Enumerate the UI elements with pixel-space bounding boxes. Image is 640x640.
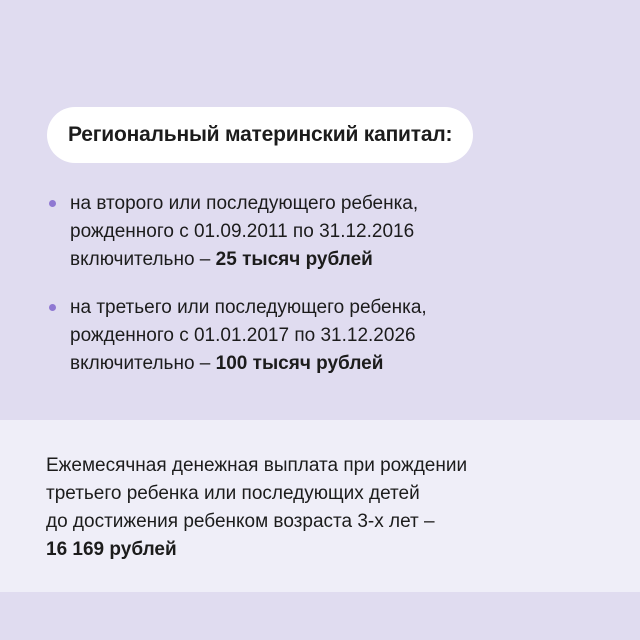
list-item-third-child (48, 294, 608, 378)
bullet-line-2: рожденного с 01.09.2011 по 31.12.2016 (70, 221, 415, 242)
monthly-line-2: третьего ребенка или последующих детей (46, 483, 420, 504)
bullet-dot-icon (49, 304, 56, 311)
monthly-line-3: до достижения ребенком возраста 3-х лет – (46, 511, 435, 532)
list-item-second-child (48, 190, 608, 274)
bullet-line-1: на второго или последующего ребенка, (70, 193, 419, 214)
bullet-line-2: рожденного с 01.01.2017 по 31.12.2026 (70, 325, 416, 346)
page-title: Региональный материнский капитал: (68, 123, 453, 146)
bullet-amount: 25 тысяч рублей (215, 249, 373, 270)
bullet-line-1: на третьего или последующего ребенка, (70, 297, 427, 318)
bullet-dot-icon (49, 200, 56, 207)
bullet-prefix: включительно – (70, 353, 216, 374)
bullet-amount: 100 тысяч рублей (215, 353, 384, 374)
monthly-amount: 16 169 рублей (46, 539, 177, 560)
bullet-prefix: включительно – (70, 249, 216, 270)
footer-background (0, 592, 640, 640)
capital-list (48, 190, 608, 398)
title-pill (47, 107, 473, 163)
monthly-line-1: Ежемесячная денежная выплата при рождении (46, 455, 468, 476)
monthly-payment-text (46, 452, 606, 564)
